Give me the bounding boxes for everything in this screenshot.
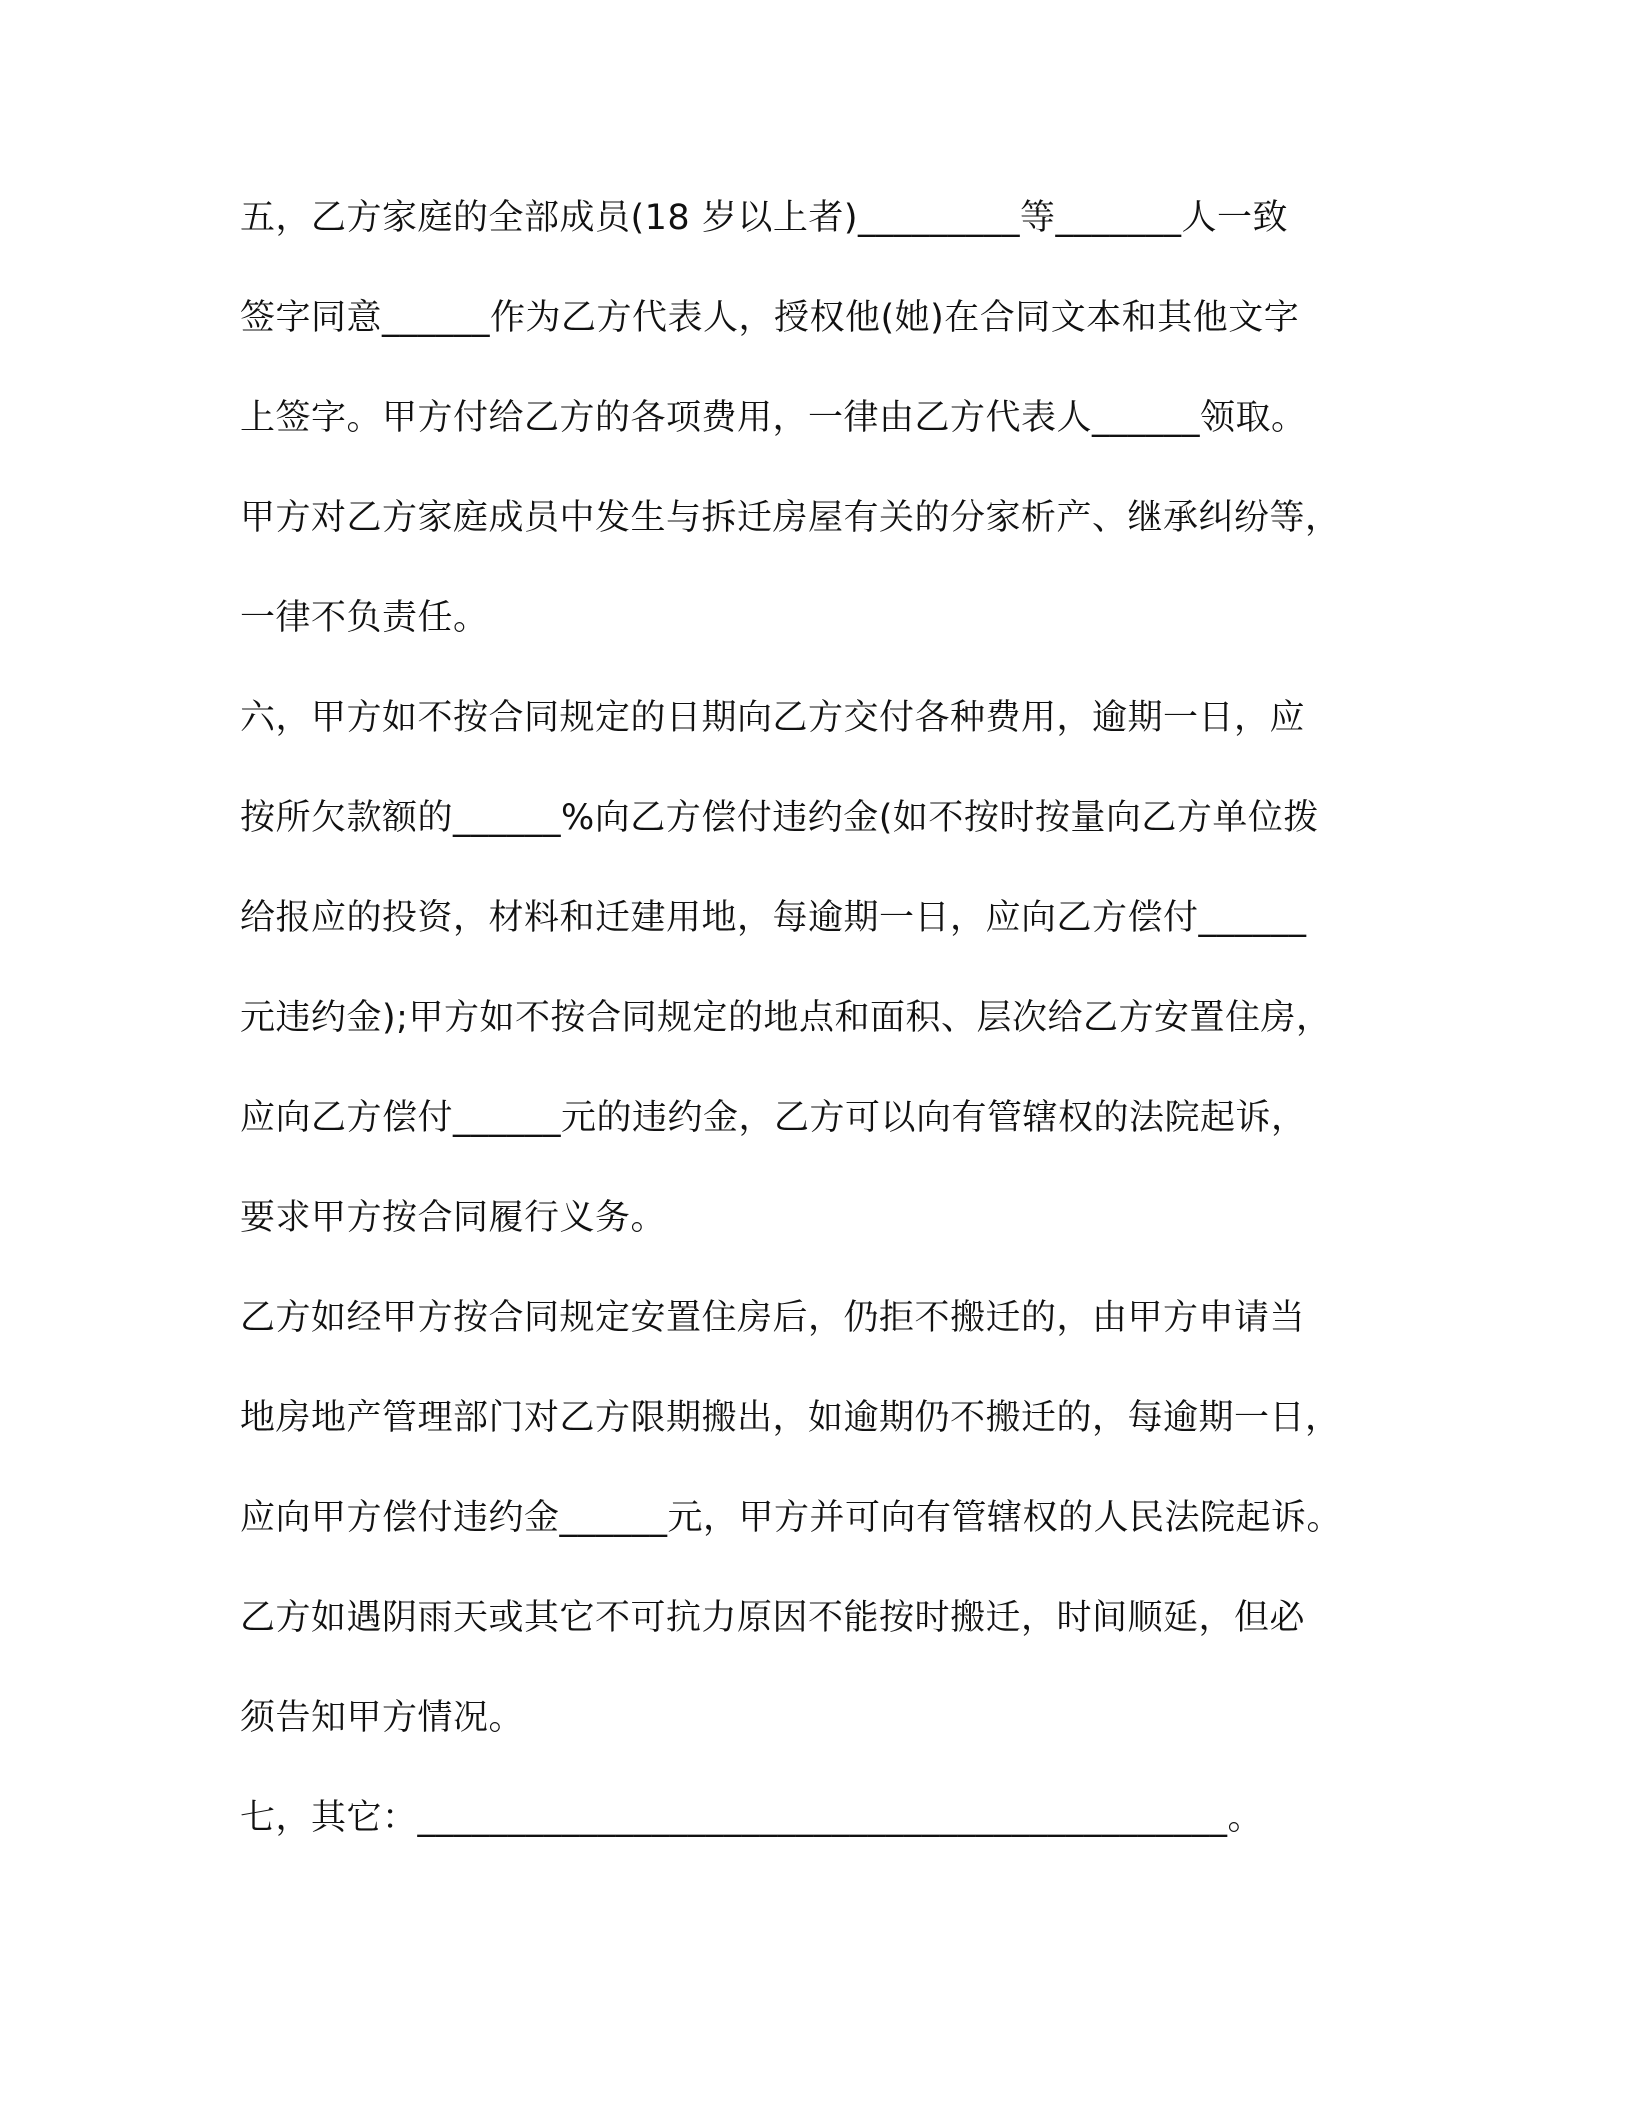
clause-6-para-2-line-3: 应向甲方偿付违约金______元，甲方并可向有管辖权的人民法院起诉。	[240, 1498, 1343, 1538]
clause-6-line-6: 要求甲方按合同履行义务。	[240, 1198, 667, 1238]
clause-6-line-5: 应向乙方偿付______元的违约金，乙方可以向有管辖权的法院起诉，	[240, 1098, 1307, 1138]
clause-6-para-2-line-1: 乙方如经甲方按合同规定安置住房后，仍拒不搬迁的，由甲方申请当	[240, 1298, 1306, 1338]
clause-6-para-2-line-2: 地房地产管理部门对乙方限期搬出，如逾期仍不搬迁的，每逾期一日，	[240, 1398, 1341, 1438]
clause-6-line-4: 元违约金);甲方如不按合同规定的地点和面积、层次给乙方安置住房，	[240, 998, 1332, 1038]
clause-6-line-3: 给报应的投资，材料和迁建用地，每逾期一日，应向乙方偿付______	[240, 898, 1307, 938]
clause-5-line-2: 签字同意______作为乙方代表人，授权他(她)在合同文本和其他文字	[240, 298, 1300, 338]
clause-6-line-1: 六，甲方如不按合同规定的日期向乙方交付各种费用，逾期一日，应	[240, 698, 1306, 738]
clause-5-line-4: 甲方对乙方家庭成员中发生与拆迁房屋有关的分家析产、继承纠纷等，	[240, 498, 1341, 538]
clause-5-line-1: 五，乙方家庭的全部成员(18 岁以上者)_________等_______人一致	[240, 198, 1288, 238]
clause-6-line-2: 按所欠款额的______%向乙方偿付违约金(如不按时按量向乙方单位拨	[240, 798, 1319, 838]
clause-6-para-3-line-2: 须告知甲方情况。	[240, 1698, 525, 1738]
clause-5-line-3: 上签字。甲方付给乙方的各项费用，一律由乙方代表人______领取。	[240, 398, 1307, 438]
clause-7-line-1: 七，其它：_____________________________________________。	[240, 1798, 1264, 1838]
clause-5-line-5: 一律不负责任。	[240, 598, 489, 638]
clause-6-para-3-line-1: 乙方如遇阴雨天或其它不可抗力原因不能按时搬迁，时间顺延，但必	[240, 1598, 1306, 1638]
